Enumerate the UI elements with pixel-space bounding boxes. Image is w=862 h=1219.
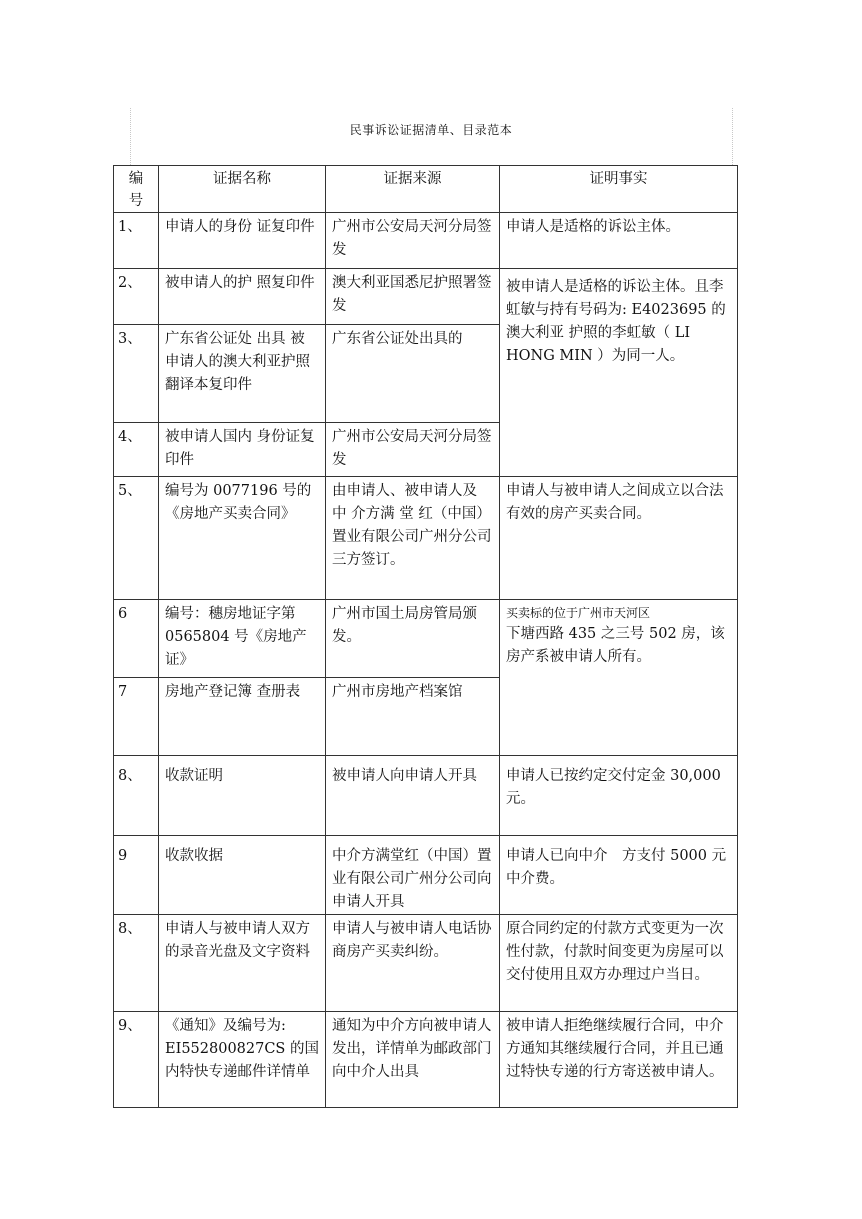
evidence-source: 被申请人向申请人开具	[326, 756, 500, 836]
table-row	[114, 213, 738, 269]
evidence-name: 编号为 0077196 号的《房地产买卖合同》	[159, 477, 326, 600]
table-row	[114, 836, 738, 915]
evidence-source: 广州市公安局天河分局签发	[326, 213, 500, 269]
row-number: 4、	[114, 423, 159, 477]
table-row	[114, 1012, 738, 1108]
evidence-source: 申请人与被申请人电话协商房产买卖纠纷。	[326, 915, 500, 1012]
proven-fact	[500, 600, 738, 756]
evidence-source: 广州市公安局天河分局签发	[326, 423, 500, 477]
proven-fact: 被申请人是适格的诉讼主体。且李虹敏与持有号码为: E4023695 的澳大利亚 护照的李虹敏（ LI HONG MIN ）为同一人。	[500, 269, 738, 477]
evidence-name: 被申请人的护 照复印件	[159, 269, 326, 325]
evidence-table	[113, 165, 738, 1108]
row-number: 3、	[114, 325, 159, 423]
table-row	[114, 600, 738, 678]
evidence-source: 广东省公证处出具的	[326, 325, 500, 423]
row-number: 1、	[114, 213, 159, 269]
table-row	[114, 477, 738, 600]
evidence-source: 广州市房地产档案馆	[326, 678, 500, 756]
evidence-source: 广州市国土局房管局颁发。	[326, 600, 500, 678]
evidence-source: 中介方满堂红（中国）置业有限公司广州分公司向申请人开具	[326, 836, 500, 915]
evidence-name: 申请人的身份 证复印件	[159, 213, 326, 269]
evidence-name: 编号：穗房地证字第 0565804 号《房地产证》	[159, 600, 326, 678]
table-row	[114, 269, 738, 325]
proven-fact: 申请人已按约定交付定金 30,000 元。	[500, 756, 738, 836]
evidence-name: 收款证明	[159, 756, 326, 836]
row-number: 5、	[114, 477, 159, 600]
row-number: 2、	[114, 269, 159, 325]
evidence-source: 通知为中介方向被申请人发出，详情单为邮政部门向中介人出具	[326, 1012, 500, 1108]
row-number: 8、	[114, 756, 159, 836]
evidence-name: 收款收据	[159, 836, 326, 915]
header-proven-fact: 证明事实	[500, 166, 738, 213]
evidence-name: 广东省公证处 出具 被申请人的澳大利亚护照翻译本复印件	[159, 325, 326, 423]
evidence-name: 申请人与被申请人双方的录音光盘及文字资料	[159, 915, 326, 1012]
proven-fact-location: 买卖标的位于广州市天河区	[506, 606, 651, 620]
evidence-source: 由申请人、被申请人及 中 介方满 堂 红（中国）置业有限公司广州分公司三方签订。	[326, 477, 500, 600]
evidence-name: 房地产登记簿 查册表	[159, 678, 326, 756]
evidence-name: 被申请人国内 身份证复印件	[159, 423, 326, 477]
proven-fact: 申请人与被申请人之间成立以合法有效的房产买卖合同。	[500, 477, 738, 600]
proven-fact: 申请人是适格的诉讼主体。	[500, 213, 738, 269]
proven-fact: 申请人已向中介 方支付 5000 元中介费。	[500, 836, 738, 915]
proven-fact-detail: 下塘西路 435 之三号 502 房，该房产系被申请人所有。	[506, 626, 725, 665]
table-header-row	[114, 166, 738, 213]
evidence-source: 澳大利亚国悉尼护照署签发	[326, 269, 500, 325]
header-evidence-name: 证据名称	[159, 166, 326, 213]
row-number: 9、	[114, 1012, 159, 1108]
evidence-name: 《通知》及编号为: EI552800827CS 的国内特快专递邮件详情单	[159, 1012, 326, 1108]
header-number: 编号	[114, 166, 159, 213]
row-number: 8、	[114, 915, 159, 1012]
row-number: 9	[114, 836, 159, 915]
proven-fact: 被申请人拒绝继续履行合同，中介方通知其继续履行合同，并且已通过特快专递的行方寄送被申请人。	[500, 1012, 738, 1108]
row-number: 7	[114, 678, 159, 756]
table-row	[114, 756, 738, 836]
table-row	[114, 915, 738, 1012]
row-number: 6	[114, 600, 159, 678]
header-evidence-source: 证据来源	[326, 166, 500, 213]
proven-fact: 原合同约定的付款方式变更为一次性付款，付款时间变更为房屋可以交付使用且双方办理过户当日。	[500, 915, 738, 1012]
page-title: 民事诉讼证据清单、目录范本	[349, 123, 513, 137]
